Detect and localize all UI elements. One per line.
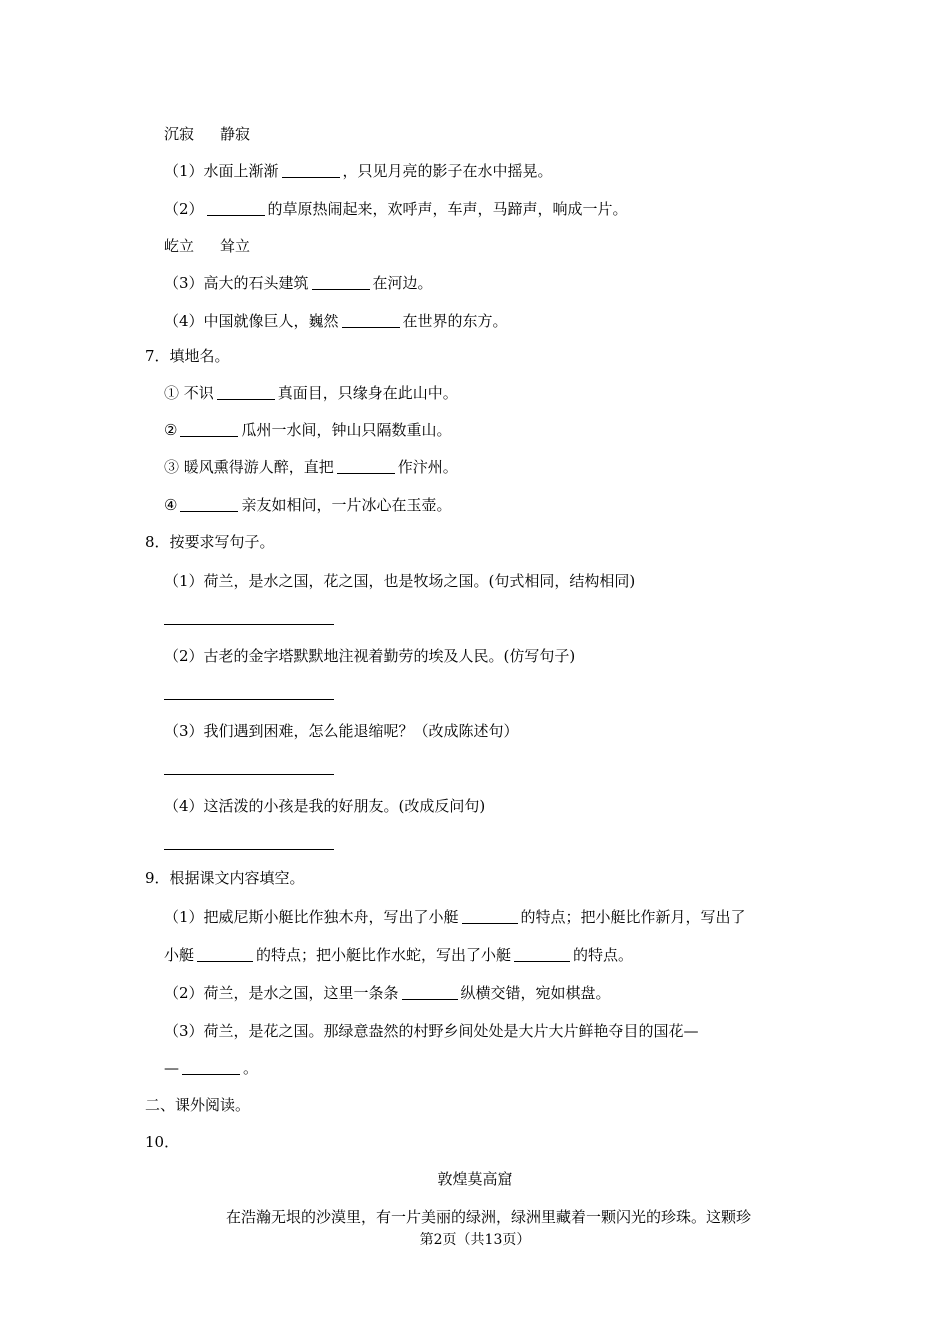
word-choice-group-1: [164, 124, 250, 144]
question-9-title: 9．根据课文内容填空。: [145, 869, 305, 887]
q9-item-1-line-2: 小艇 的特点；把小艇比作水蛇，写出了小艇 的特点。: [164, 946, 634, 964]
fill-blank[interactable]: [207, 199, 265, 216]
fill-blank[interactable]: [182, 1058, 240, 1075]
q7-item-2: ② 瓜州一水间，钟山只隔数重山。: [164, 421, 452, 439]
q9-item-2: （2）荷兰，是水之国，这里一条条 纵横交错，宛如棋盘。: [164, 984, 611, 1002]
word-option: 屹立: [164, 237, 195, 255]
passage-paragraph: 在浩瀚无垠的沙漠里，有一片美丽的绿洲，绿洲里藏着一颗闪光的珍珠。这颗珍: [226, 1208, 752, 1226]
q8-item-1: （1）荷兰，是水之国，花之国，也是牧场之国。(句式相同，结构相同): [164, 572, 636, 590]
q7-item-3: ③ 暖风熏得游人醉，直把 作汴州。: [164, 458, 458, 476]
answer-line[interactable]: [164, 699, 334, 700]
fill-blank[interactable]: [180, 495, 238, 512]
fill-blank[interactable]: [312, 273, 370, 290]
fill-blank[interactable]: [337, 457, 395, 474]
q8-item-2: （2）古老的金字塔默默地注视着勤劳的埃及人民。(仿写句子): [164, 647, 576, 665]
q7-item-1: ① 不识 真面目，只缘身在此山中。: [164, 384, 458, 402]
answer-line[interactable]: [164, 774, 334, 775]
section-2-heading: 二、课外阅读。: [145, 1096, 251, 1114]
page-footer: 第2页（共13页）: [419, 1232, 531, 1248]
word-option: 沉寂: [164, 125, 195, 143]
question-7-title: 7．填地名。: [145, 347, 230, 365]
q8-item-4: （4）这活泼的小孩是我的好朋友。(改成反问句): [164, 797, 486, 815]
q9-item-3-line-2: — 。: [164, 1059, 259, 1077]
q9-item-3-line-1: （3）荷兰，是花之国。那绿意盎然的村野乡间处处是大片大片鲜艳夺目的国花—: [164, 1022, 699, 1040]
fill-blank[interactable]: [402, 983, 458, 1000]
question-10-number: 10．: [145, 1133, 180, 1151]
word-choice-group-2: [164, 236, 250, 256]
fill-blank[interactable]: [217, 383, 275, 400]
answer-line[interactable]: [164, 624, 334, 625]
q8-item-3: （3）我们遇到困难，怎么能退缩呢？（改成陈述句）: [164, 722, 519, 740]
q6-sentence-1: （1）水面上渐渐 ，只见月亮的影子在水中摇晃。: [164, 162, 553, 180]
fill-blank[interactable]: [282, 161, 340, 178]
fill-blank[interactable]: [514, 945, 570, 962]
q6-sentence-2: （2） 的草原热闹起来，欢呼声，车声，马蹄声，响成一片。: [164, 200, 628, 218]
answer-line[interactable]: [164, 849, 334, 850]
q6-sentence-4: （4）中国就像巨人，巍然 在世界的东方。: [164, 312, 508, 330]
q7-item-4: ④ 亲友如相问，一片冰心在玉壶。: [164, 496, 452, 514]
word-option: 耸立: [220, 237, 251, 255]
q9-item-1-line-1: （1）把威尼斯小艇比作独木舟，写出了小艇 的特点；把小艇比作新月，写出了: [164, 908, 746, 926]
question-8-title: 8．按要求写句子。: [145, 533, 275, 551]
fill-blank[interactable]: [462, 907, 518, 924]
word-option: 静寂: [220, 125, 251, 143]
passage-title: 敦煌莫高窟: [437, 1170, 513, 1188]
q6-sentence-3: （3）高大的石头建筑 在河边。: [164, 274, 433, 292]
fill-blank[interactable]: [342, 311, 400, 328]
fill-blank[interactable]: [180, 420, 238, 437]
fill-blank[interactable]: [197, 945, 253, 962]
